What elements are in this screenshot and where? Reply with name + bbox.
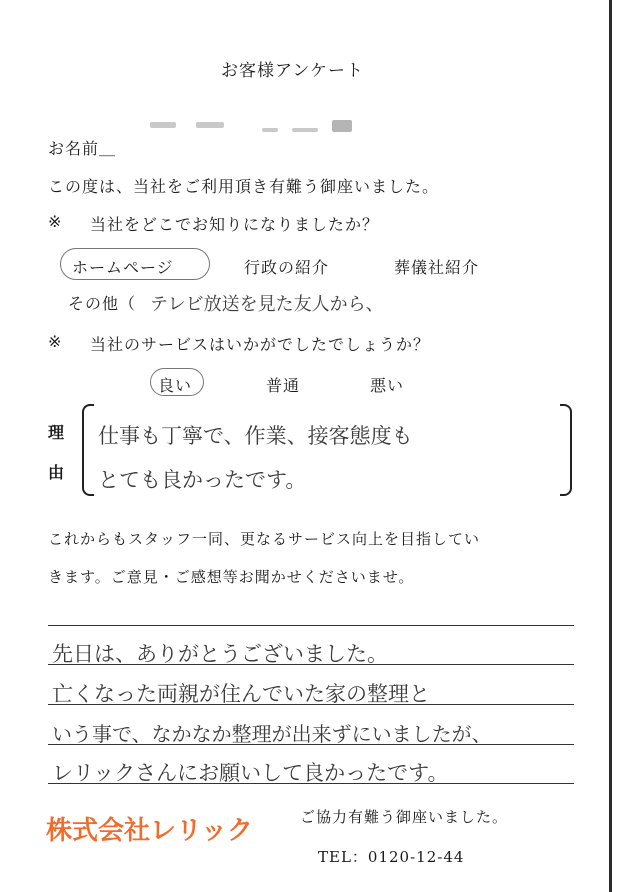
thanks-line: この度は、当社をご利用頂き有難う御座いました。 — [48, 177, 440, 196]
option-homepage: ホームページ — [72, 258, 174, 277]
reason-line-2: とても良かったです。 — [98, 468, 307, 492]
question1-text: 当社をどこでお知りになりましたか？ — [90, 215, 380, 234]
reason-bracket-right — [560, 404, 572, 496]
reason-line-1: 仕事も丁寧で、作業、接客態度も — [98, 424, 413, 448]
rating-bad: 悪い — [370, 376, 405, 395]
rating-average: 普通 — [266, 376, 301, 395]
selection-circle-good — [150, 368, 204, 396]
comment-line-2: 亡くなった両親が住んでいた家の整理と — [52, 682, 430, 706]
page-edge-line — [609, 0, 612, 892]
thanks-footer: ご協力有難う御座いました。 — [300, 808, 509, 826]
question1-mark: ※ — [48, 212, 63, 231]
comment-line-3: いう事で、なかなか整理が出来ずにいましたが、 — [52, 722, 492, 746]
comment-line-4: レリックさんにお願いして良かったです。 — [52, 761, 449, 785]
telephone-number: TEL：0120-12-44 — [318, 848, 465, 866]
option-government: 行政の紹介 — [244, 258, 330, 277]
option-funeral-company: 葬儀社紹介 — [394, 258, 480, 277]
other-label: その他（ — [68, 294, 137, 313]
page-title: お客様アンケート — [221, 61, 364, 81]
comment-line-1: 先日は、ありがとうございました。 — [52, 642, 388, 666]
selection-circle-homepage — [60, 248, 210, 280]
reason-bracket-left — [82, 404, 94, 496]
closing-line-2: きます。ご意見・ご感想等お聞かせくださいませ。 — [48, 568, 415, 586]
company-logo-text: 株式会社レリック — [46, 816, 253, 846]
comment-rule — [48, 625, 574, 626]
question2-mark: ※ — [48, 332, 63, 351]
other-answer: テレビ放送を見た友人から、 — [150, 294, 384, 315]
reason-label-2: 由 — [48, 463, 65, 482]
rating-good: 良い — [158, 376, 193, 395]
name-label: お名前＿ — [48, 139, 117, 158]
question2-text: 当社のサービスはいかがでしたでしょうか？ — [90, 335, 431, 354]
reason-label-1: 理 — [48, 423, 65, 442]
closing-line-1: これからもスタッフ一同、更なるサービス向上を目指してい — [48, 530, 481, 548]
